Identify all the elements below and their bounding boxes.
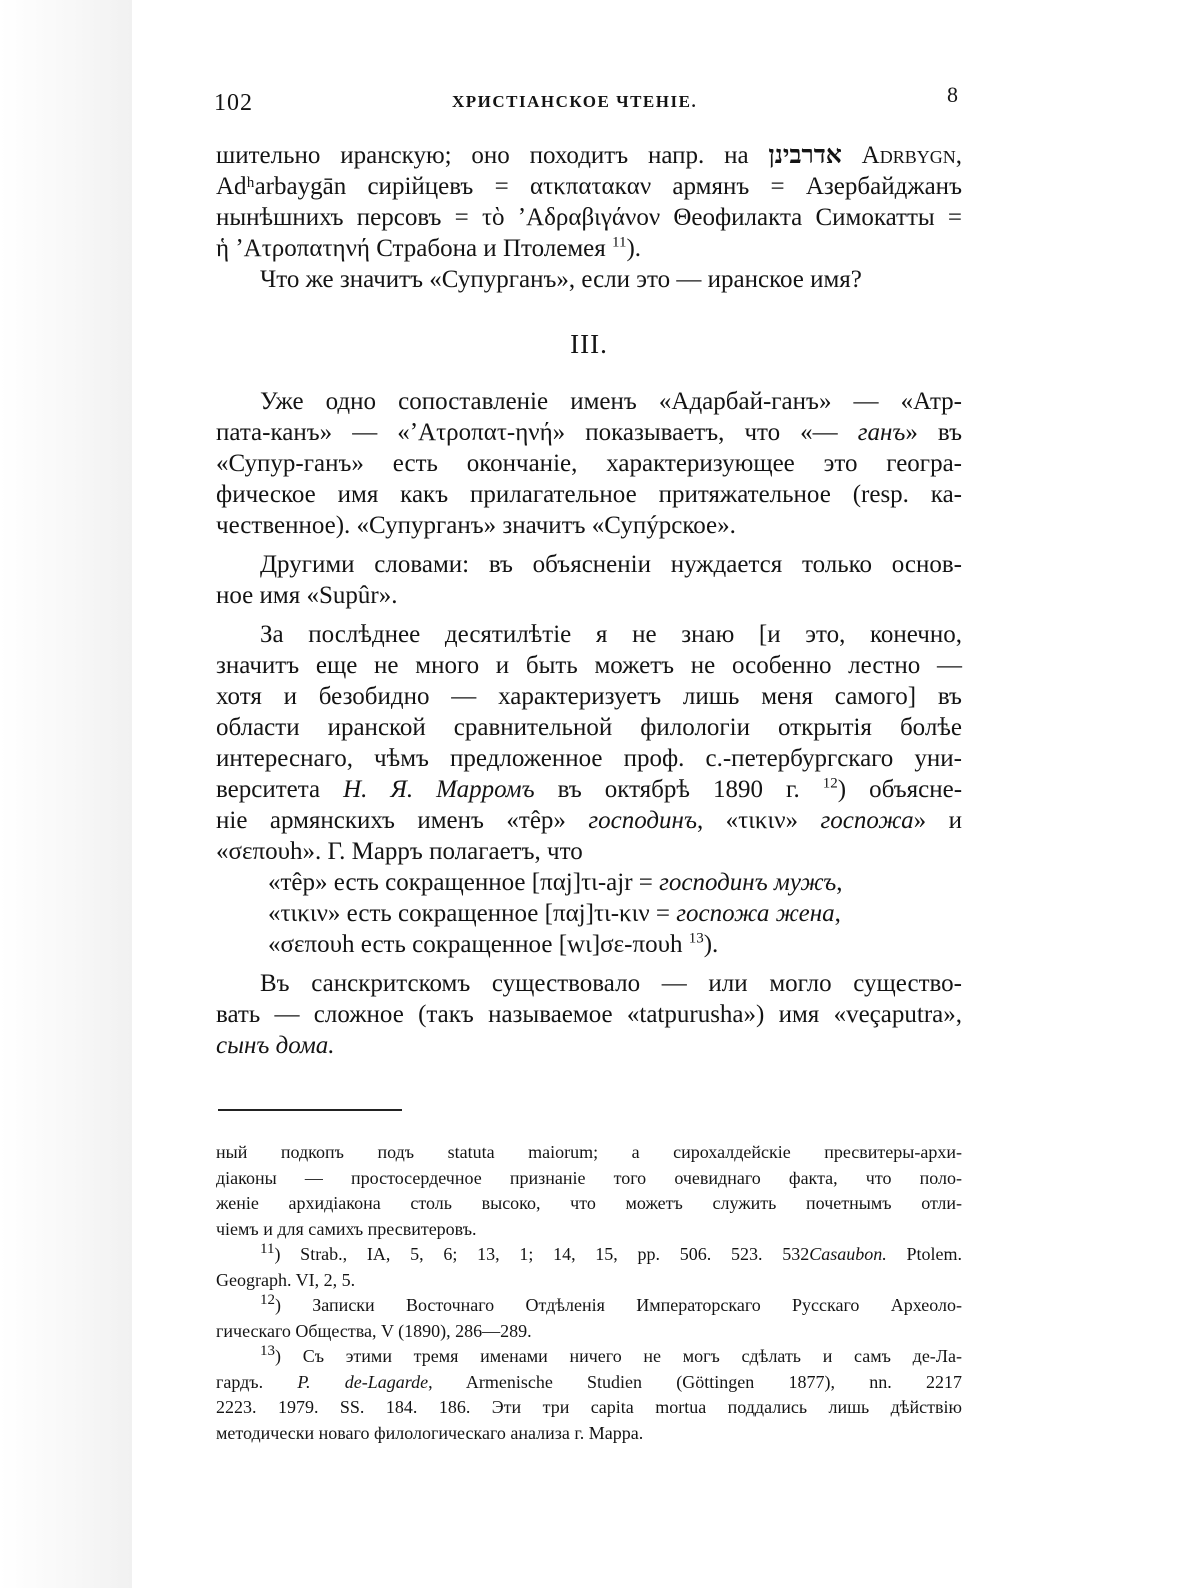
italic-word: ганъ [857, 419, 906, 446]
italic-word: сынъ дома. [216, 1032, 335, 1059]
footnote-ref: 13 [688, 930, 704, 947]
footnote-number: 13 [260, 1343, 275, 1359]
text-line: чественное). «Супурганъ» значитъ «Супýрское». [216, 512, 736, 539]
main-text [216, 140, 962, 1061]
italic-word: господинъ мужъ [659, 869, 837, 896]
text-line: Adʰarbaygān сирійцевъ = ατκπαταкαν армянъ = Азербайджанъ [216, 173, 962, 200]
footnote-line: чіемъ и для самихъ пресвитеровъ. [216, 1218, 477, 1239]
footnotes [216, 1140, 962, 1446]
running-title: ХРИСТІАНСКОЕ ЧТЕНІЕ. [452, 92, 698, 111]
text-line [216, 805, 962, 836]
text-run: , [836, 869, 843, 896]
footnote-13 [216, 1344, 962, 1446]
text-line [216, 140, 962, 171]
text-run: ) Съ этими тремя именами ничего не могъ сдѣлать и самъ де-Ла- [275, 1346, 962, 1366]
text-run: » и [913, 807, 962, 834]
text-run: ) Записки Восточнаго Отдѣленія Императорскаго Русскаго Археоло- [275, 1295, 962, 1315]
text-line [216, 774, 962, 805]
text-run: верситета [216, 776, 344, 803]
footnote-ref: 12 [822, 775, 838, 792]
italic-word: госпожа жена [676, 900, 835, 927]
text-line [216, 867, 962, 898]
italic-word: господинъ [588, 807, 697, 834]
footnote-line: методически новаго филологическаго анализа г. Марра. [216, 1422, 644, 1443]
text-line: «Супур-ганъ» есть окончаніе, характеризующее это геогра- [216, 450, 962, 477]
text-line: интереснаго, чѣмъ предложенное проф. с.-петербургскаго уни- [216, 745, 962, 772]
paragraph-3 [216, 386, 962, 541]
footnote-line: ный подкопъ подъ statuta maiorum; а сирохалдейскіе пресвитеры-архи- [216, 1142, 962, 1162]
text-line: хотя и безобидно — характеризуетъ лишь меня самого] въ [216, 683, 962, 710]
text-run: ). [626, 235, 642, 262]
text-run: ніе армянскихъ именъ «тêр» [216, 807, 589, 834]
text-line: фическое имя какъ прилагательное притяжательное (resp. ка- [216, 481, 962, 508]
text-run: шительно иранскую; оно походитъ напр. на [216, 142, 769, 169]
footnote-line: діаконы — простосердечное признаніе того очевиднаго факта, что поло- [216, 1167, 962, 1188]
text-run: «τικιν» есть сокращенное [παj]τι-κιν = [268, 900, 677, 927]
footnote-number: 11 [260, 1241, 275, 1257]
text-run: Adrbygn, [841, 142, 962, 169]
text-run: «тêр» есть сокращенное [παj]τι-ajr = [268, 869, 660, 896]
paragraph-6 [216, 968, 962, 1061]
text-run: въ октябрѣ 1890 г. [534, 776, 823, 803]
signature-mark: 8 [947, 82, 958, 107]
footnote-ref: 11 [612, 234, 627, 251]
hebrew-word: אדרבינן [768, 142, 842, 169]
text-line: Уже одно сопоставленіе именъ «Адарбай-ганъ» — «Атр- [260, 388, 962, 415]
footnote-line [216, 1242, 962, 1268]
text-line: области иранской сравнительной филологіи открытія болѣе [216, 714, 962, 741]
footnote-line: гическаго Общества, V (1890), 286—289. [216, 1320, 532, 1341]
page-number: 102 [214, 90, 253, 116]
footnote-line [216, 1293, 962, 1319]
text-line: вать — сложное (такъ называемое «tatpurusha») имя «veçaputra», [216, 1001, 962, 1028]
paragraph-5 [216, 619, 962, 960]
footnote-continuation [216, 1140, 962, 1242]
text-run: «σεπουh есть сокращенное [wι]σε-πουh [268, 931, 689, 958]
text-line [216, 233, 962, 264]
text-line [216, 1030, 962, 1061]
paragraph-1 [216, 140, 962, 264]
footnote-separator [218, 1109, 402, 1111]
text-run: » въ [905, 419, 962, 446]
footnote-line: Geograph. VI, 2, 5. [216, 1269, 356, 1290]
paragraph-2: Что же значитъ «Супурганъ», если это — иранское имя? [260, 266, 862, 293]
running-head [0, 82, 1191, 122]
text-line: значитъ еще не много и быть можетъ не особенно лестно — [216, 652, 962, 679]
text-run: , «τικιν» [696, 807, 821, 834]
text-line: ное имя «Supûr». [216, 582, 398, 609]
author-name: Н. Я. Марромъ [343, 776, 535, 803]
text-line [216, 417, 962, 448]
footnote-line: женіе архидіакона столь высоко, что можетъ служить почетнымъ отли- [216, 1193, 962, 1213]
text-line: Въ санскритскомъ существовало — или могло существо- [260, 970, 962, 997]
footnote-line [216, 1344, 962, 1370]
footnote-line: 2223. 1979. SS. 184. 186. Эти три capita mortua поддались лишь дѣйствію [216, 1397, 962, 1417]
text-line: За послѣднее десятилѣтіе я не знаю [и это, конечно, [260, 621, 962, 648]
text-run: ). [703, 931, 719, 958]
text-run: ἡ ʼΑτροπατηνή Страбона и Птолемея [216, 235, 612, 262]
text-line: «σεπουh». Г. Марръ полагаетъ, что [216, 838, 583, 865]
text-line [216, 898, 962, 929]
text-line: Другими словами: въ объясненіи нуждается только основ- [260, 551, 962, 578]
paragraph-4 [216, 549, 962, 611]
text-line [216, 929, 962, 960]
section-heading: III. [570, 329, 608, 359]
footnote-12 [216, 1293, 962, 1344]
footnote-number: 12 [260, 1292, 275, 1308]
text-run: ) Strab., IA, 5, 6; 13, 1; 14, 15, pp. 506. 523. 532 [274, 1244, 810, 1264]
italic-word: P. de-Lagarde [297, 1371, 429, 1392]
footnote-11 [216, 1242, 962, 1293]
text-run: Ptolem. [886, 1244, 963, 1264]
text-run: гардъ. [216, 1371, 298, 1392]
text-run: пата-канъ» — «ʼΑτροπατ-ηνή» показываетъ, что «— [216, 419, 858, 446]
text-line: нынѣшнихъ персовъ = τὸ ʼΑδραβιγάνον Θеофилакта Симокатты = [216, 204, 962, 231]
footnote-line [216, 1370, 962, 1396]
italic-word: Casaubon. [809, 1244, 887, 1264]
italic-word: госпожа [820, 807, 914, 834]
text-run: ) объясне- [837, 776, 963, 803]
text-run: , Armenische Studien (Göttingen 1877), nn. 2217 [428, 1371, 962, 1392]
text-run: , [834, 900, 841, 927]
